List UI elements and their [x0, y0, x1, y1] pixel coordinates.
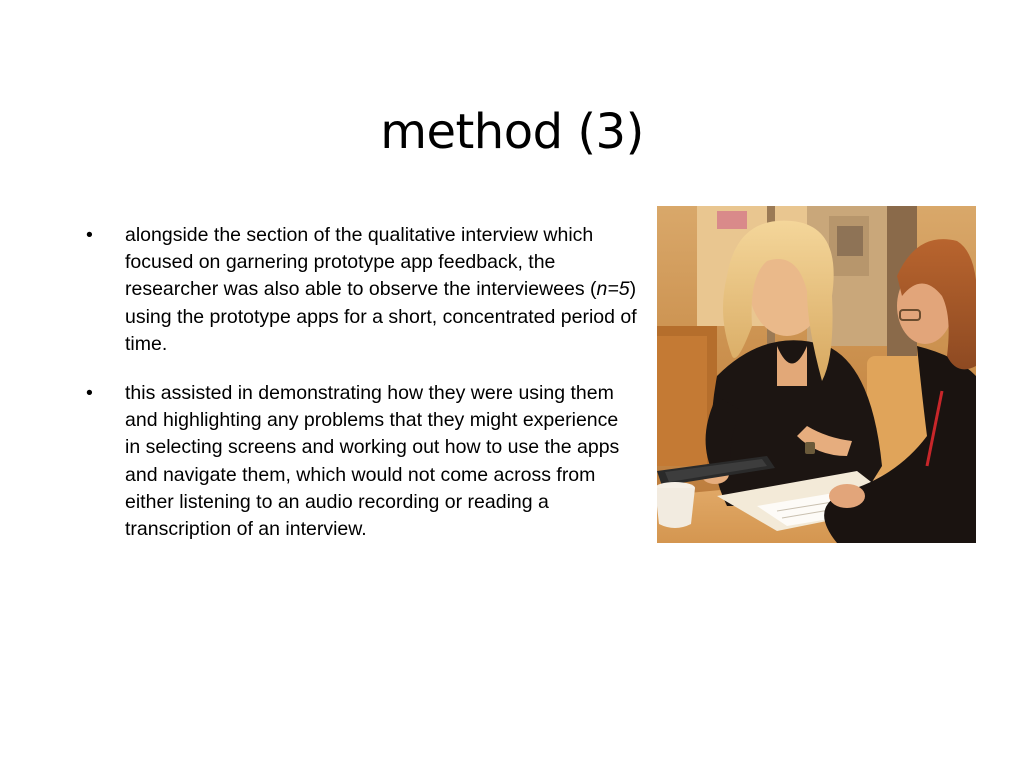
bullet-item — [86, 222, 638, 358]
bullet-list — [86, 222, 638, 565]
bullet-text-part: alongside the section of the qualitative interview which focused on garnering prototype app feedback, the researcher was also able to observe the interviewees ( — [125, 224, 597, 301]
bullet-dot-icon: • — [86, 382, 93, 405]
bullet-dot-icon: • — [86, 224, 93, 246]
slide-title: method (3) — [380, 104, 644, 160]
bullet-item — [86, 380, 638, 543]
interview-photo — [657, 206, 976, 543]
bullet-text: this assisted in demonstrating how they were using them and highlighting any problems that they might experience in selecting screens and working out how to use the apps and navigate them, which would not come across from either listening to an audio recording or reading a transcription of an interview. — [125, 382, 620, 541]
sample-size-text: n=5 — [596, 278, 630, 301]
bullet-text-part: ) using the prototype apps for a short, concentrated period of time. — [125, 278, 637, 355]
interview-photo-illustration — [657, 206, 976, 543]
